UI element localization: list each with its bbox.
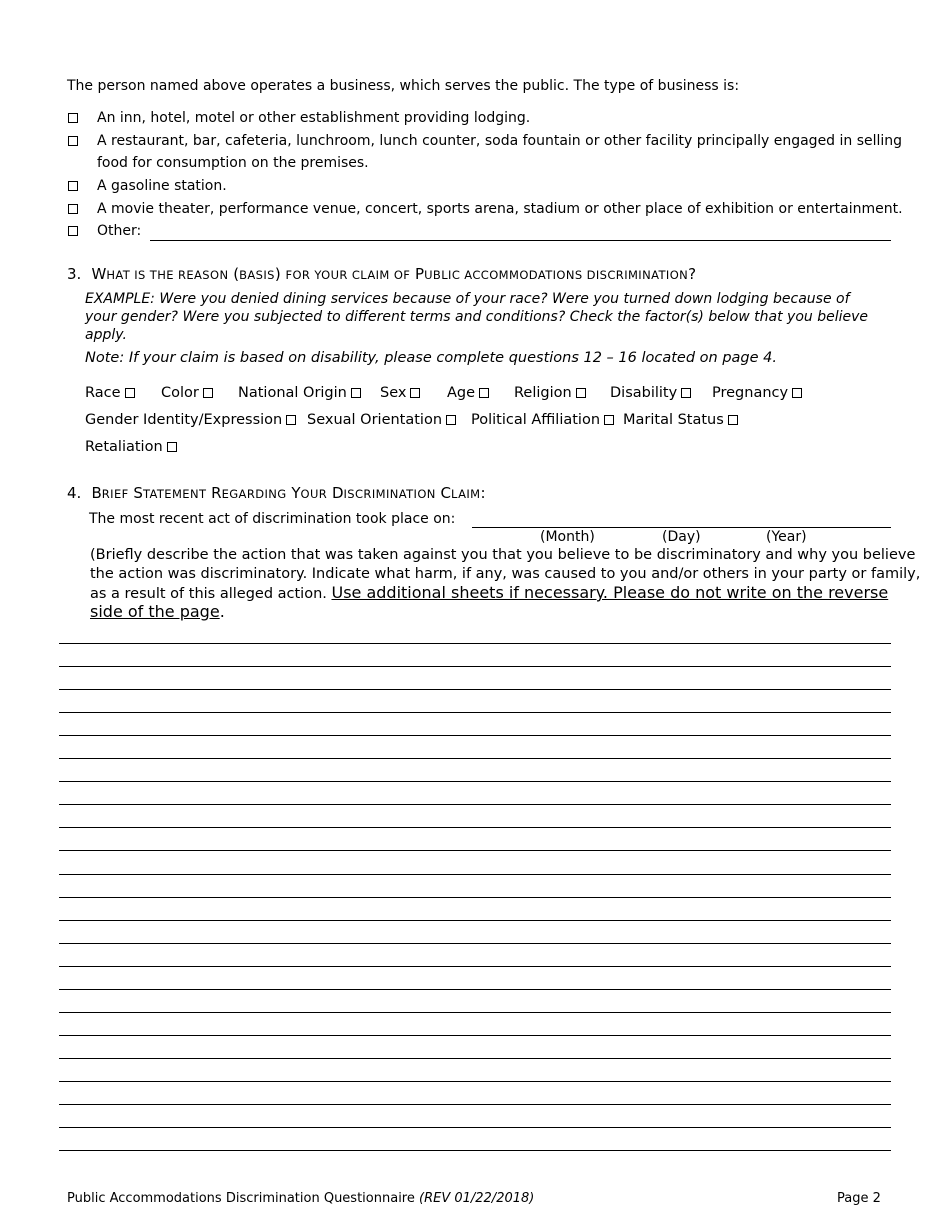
date-day-label: (Day) <box>662 529 701 545</box>
writing-line[interactable] <box>59 1058 891 1059</box>
writing-line[interactable] <box>59 1150 891 1151</box>
writing-line[interactable] <box>59 666 891 667</box>
footer-form-name: Public Accommodations Discrimination Questionnaire (REV 01/22/2018) <box>67 1191 535 1206</box>
writing-line[interactable] <box>59 1127 891 1128</box>
option-lodging: An inn, hotel, motel or other establishment providing lodging. <box>97 110 531 126</box>
checkbox-gender-identity[interactable] <box>286 415 296 425</box>
checkbox-gasoline[interactable] <box>68 181 78 191</box>
checkbox-disability[interactable] <box>681 388 691 398</box>
factor-sex: Sex <box>380 385 420 401</box>
additional-sheets-note: Use additional sheets if necessary. Please do not write on the reverse <box>331 583 889 602</box>
date-input-line[interactable] <box>472 527 891 528</box>
writing-line[interactable] <box>59 989 891 990</box>
writing-line[interactable] <box>59 827 891 828</box>
factor-sexual-orientation: Sexual Orientation <box>307 412 456 428</box>
checkbox-race[interactable] <box>125 388 135 398</box>
instructions-line-4: side of the page. <box>90 602 225 621</box>
checkbox-national-origin[interactable] <box>351 388 361 398</box>
checkbox-sexual-orientation[interactable] <box>446 415 456 425</box>
checkbox-age[interactable] <box>479 388 489 398</box>
q3-example-line-2: your gender? Were you subjected to different terms and conditions? Check the factor(s) below that you believe <box>85 309 869 325</box>
checkbox-political-affiliation[interactable] <box>604 415 614 425</box>
writing-line[interactable] <box>59 689 891 690</box>
writing-line[interactable] <box>59 874 891 875</box>
factor-disability: Disability <box>610 385 691 401</box>
writing-line[interactable] <box>59 712 891 713</box>
writing-line[interactable] <box>59 1035 891 1036</box>
checkbox-marital-status[interactable] <box>728 415 738 425</box>
checkbox-entertainment[interactable] <box>68 204 78 214</box>
q3-example-line-3: apply. <box>85 327 127 343</box>
writing-line[interactable] <box>59 943 891 944</box>
writing-line[interactable] <box>59 850 891 851</box>
writing-line[interactable] <box>59 643 891 644</box>
factor-age: Age <box>447 385 489 401</box>
factor-gender-identity: Gender Identity/Expression <box>85 412 296 428</box>
factor-race: Race <box>85 385 135 401</box>
checkbox-other[interactable] <box>68 226 78 236</box>
business-intro: The person named above operates a business, which serves the public. The type of business is: <box>67 78 740 94</box>
option-restaurant-cont: food for consumption on the premises. <box>97 155 369 171</box>
writing-line[interactable] <box>59 920 891 921</box>
date-month-label: (Month) <box>540 529 595 545</box>
instructions-line-2: the action was discriminatory. Indicate what harm, if any, was caused to you and/or others in your party or family, <box>90 566 921 582</box>
checkbox-lodging[interactable] <box>68 113 78 123</box>
q4-heading: 4. BRIEF STATEMENT REGARDING YOUR DISCRIMINATION CLAIM: <box>67 484 486 502</box>
writing-line[interactable] <box>59 758 891 759</box>
q3-note: Note: If your claim is based on disability, please complete questions 12 – 16 located on page 4. <box>85 350 777 366</box>
writing-line[interactable] <box>59 804 891 805</box>
option-restaurant: A restaurant, bar, cafeteria, lunchroom, lunch counter, soda fountain or other facility principally engaged in selling <box>97 133 903 149</box>
checkbox-retaliation[interactable] <box>167 442 177 452</box>
instructions-line-1: (Briefly describe the action that was taken against you that you believe to be discriminatory and why you believe <box>90 547 916 563</box>
checkbox-pregnancy[interactable] <box>792 388 802 398</box>
writing-line[interactable] <box>59 897 891 898</box>
writing-line[interactable] <box>59 1081 891 1082</box>
writing-line[interactable] <box>59 735 891 736</box>
recent-act-label: The most recent act of discrimination took place on: <box>89 511 456 527</box>
factor-national-origin: National Origin <box>238 385 361 401</box>
factor-political-affiliation: Political Affiliation <box>471 412 614 428</box>
instructions-line-3: as a result of this alleged action. Use additional sheets if necessary. Please do not write on the reverse <box>90 583 889 602</box>
q3-heading: 3. WHAT IS THE REASON (BASIS) FOR YOUR CLAIM OF PUBLIC ACCOMMODATIONS DISCRIMINATION? <box>67 265 697 283</box>
factor-pregnancy: Pregnancy <box>712 385 802 401</box>
q3-example-line-1: EXAMPLE: Were you denied dining services because of your race? Were you turned down lodging because of <box>85 291 850 307</box>
option-other-label: Other: <box>97 223 142 239</box>
factor-retaliation: Retaliation <box>85 439 177 455</box>
factor-marital-status: Marital Status <box>623 412 738 428</box>
checkbox-restaurant[interactable] <box>68 136 78 146</box>
factor-religion: Religion <box>514 385 586 401</box>
factor-color: Color <box>161 385 213 401</box>
option-gasoline: A gasoline station. <box>97 178 227 194</box>
date-year-label: (Year) <box>766 529 807 545</box>
writing-line[interactable] <box>59 781 891 782</box>
checkbox-color[interactable] <box>203 388 213 398</box>
footer-revision: (REV 01/22/2018) <box>419 1191 535 1206</box>
checkbox-religion[interactable] <box>576 388 586 398</box>
writing-line[interactable] <box>59 966 891 967</box>
writing-line[interactable] <box>59 1104 891 1105</box>
option-entertainment: A movie theater, performance venue, concert, sports arena, stadium or other place of exhibition or entertainment. <box>97 201 903 217</box>
footer-page-number: Page 2 <box>837 1191 881 1206</box>
checkbox-sex[interactable] <box>410 388 420 398</box>
writing-line[interactable] <box>59 1012 891 1013</box>
other-input-line[interactable] <box>150 240 891 241</box>
